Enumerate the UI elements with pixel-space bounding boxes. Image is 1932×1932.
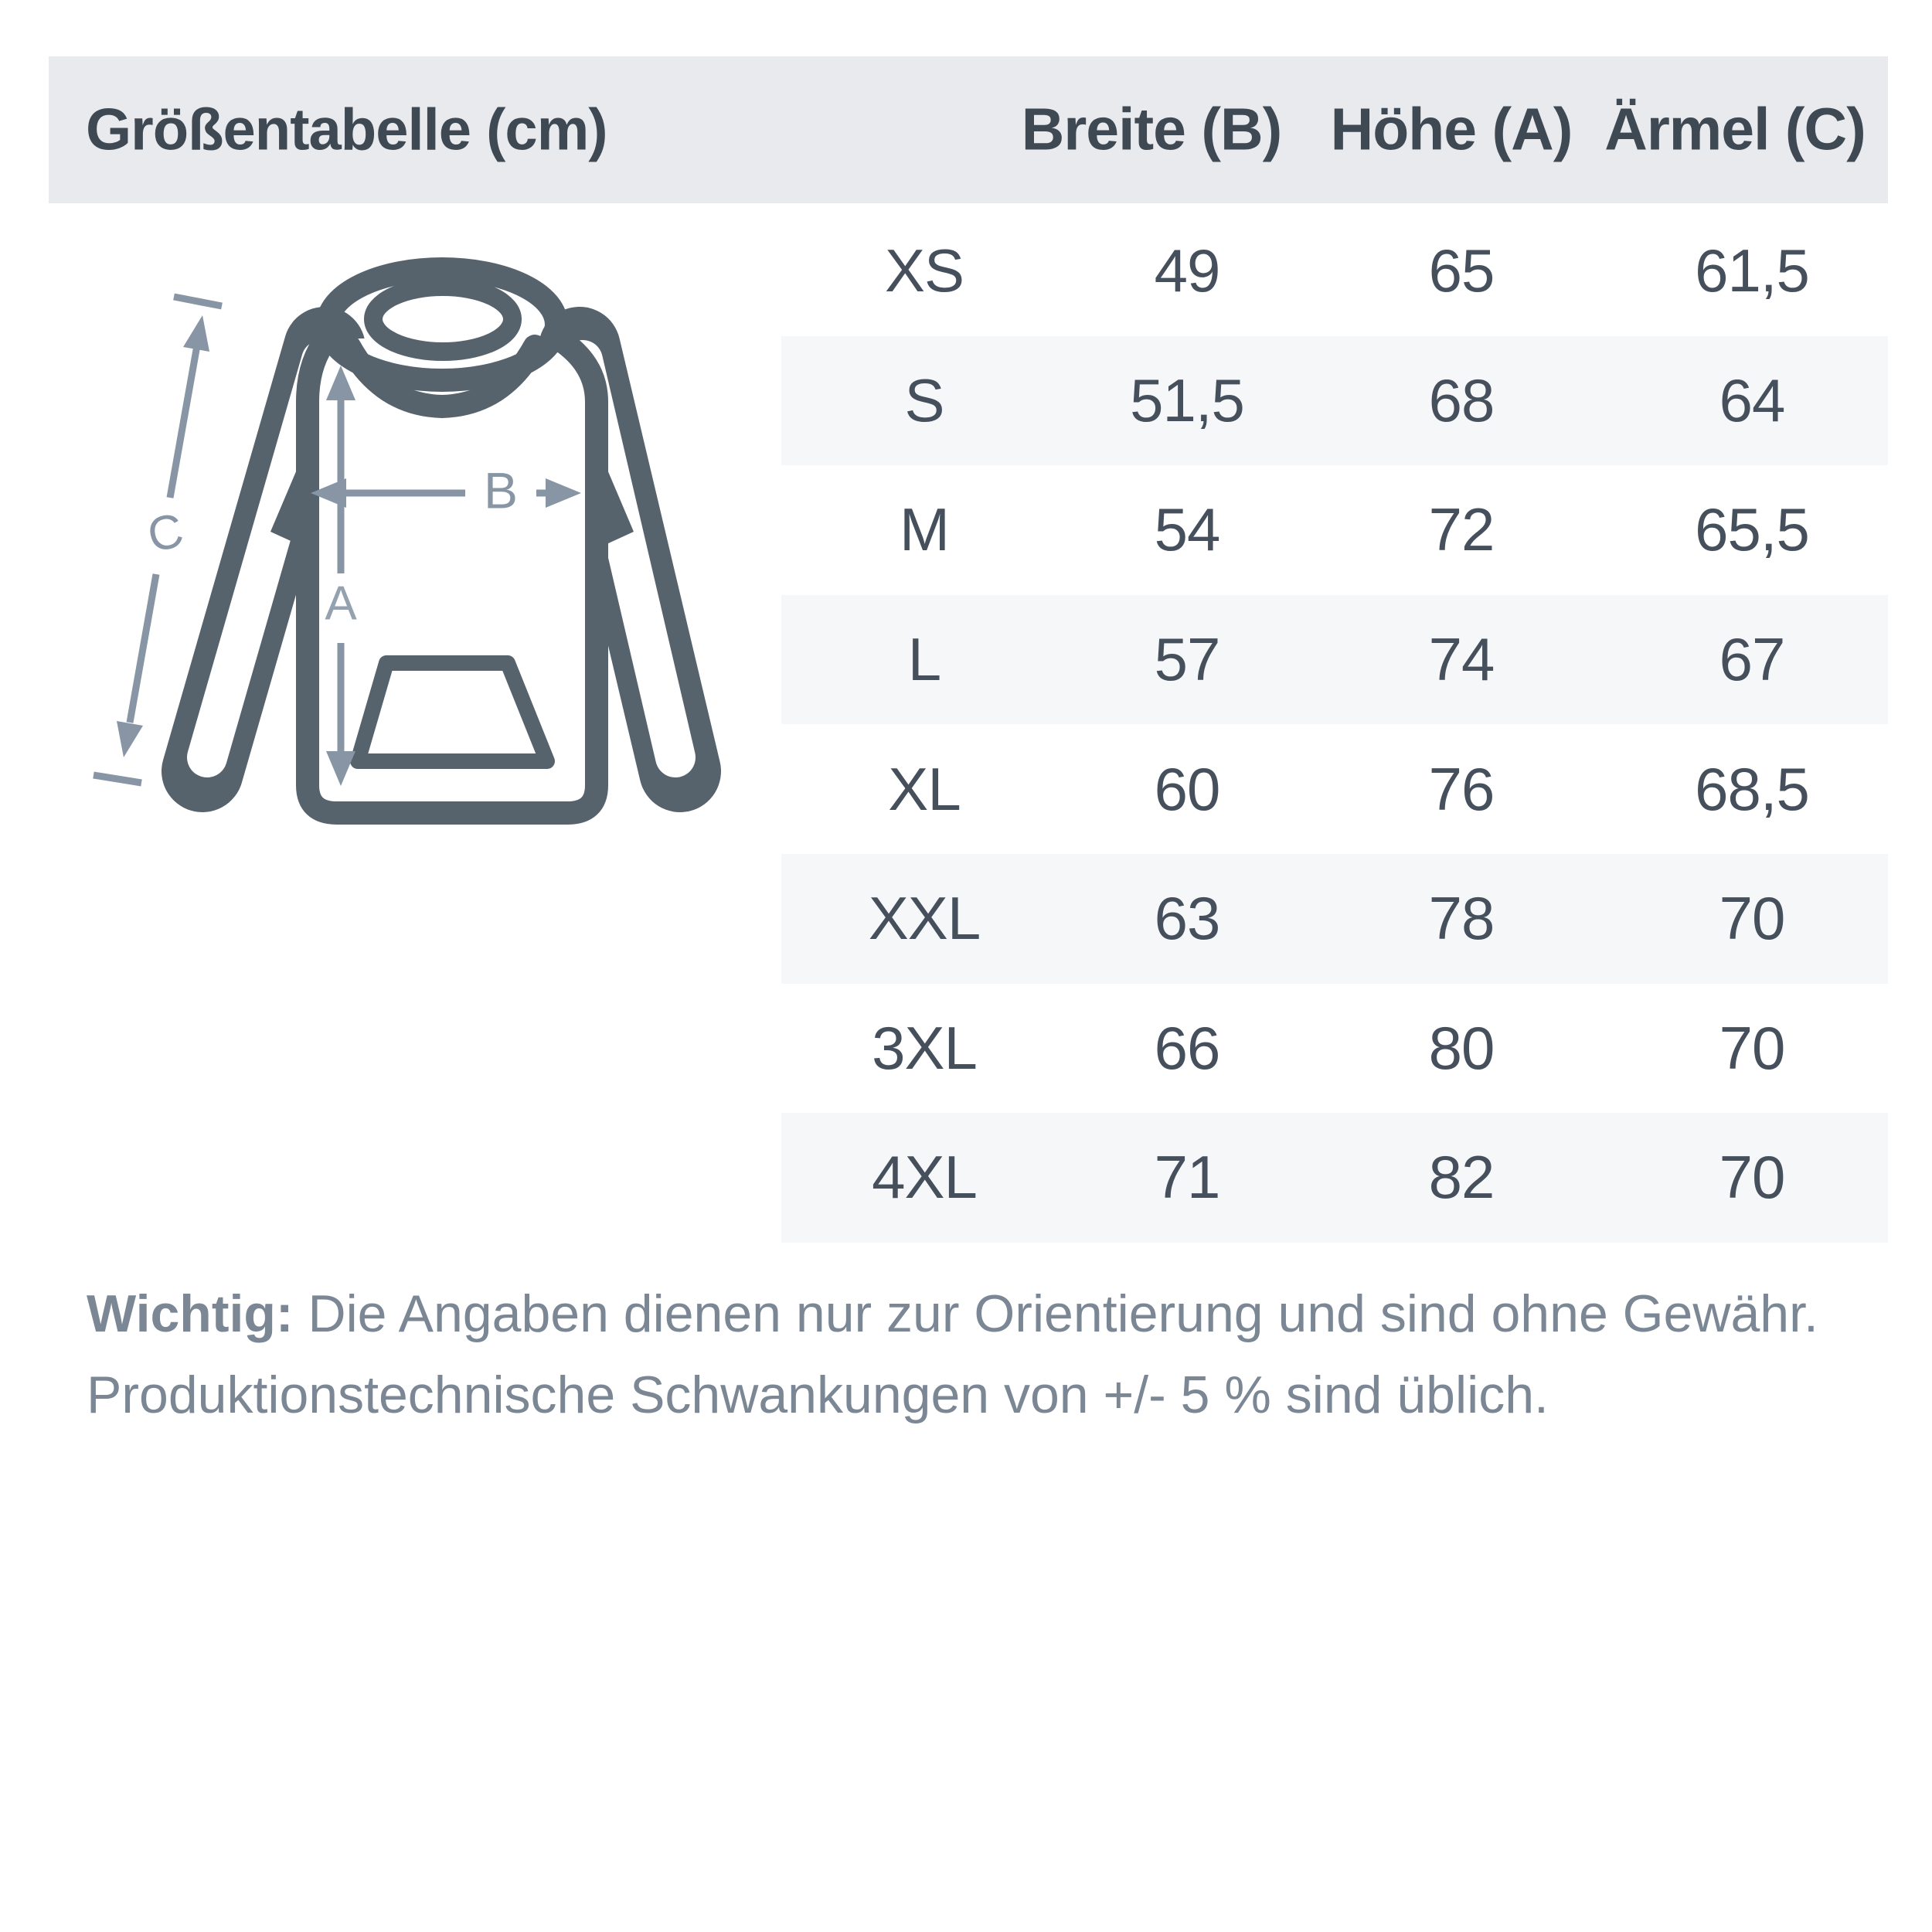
hoodie-size-diagram-icon: [46, 216, 804, 943]
aermel-value: 65,5: [1695, 495, 1809, 564]
aermel-value: 61,5: [1695, 236, 1809, 305]
table-row: [781, 336, 1888, 466]
aermel-value: 64: [1719, 366, 1785, 434]
page-title: Größentabelle (cm): [86, 97, 607, 163]
breite-value: 51,5: [1130, 366, 1244, 434]
table-row: [781, 595, 1888, 725]
breite-value: 57: [1154, 625, 1220, 694]
disclaimer-text-1: Die Angaben dienen nur zur Orientierung und sind ohne Gewähr.: [293, 1284, 1818, 1343]
size-label: 3XL: [872, 1013, 977, 1082]
hoehe-value: 76: [1428, 754, 1495, 823]
breite-value: 71: [1154, 1143, 1220, 1212]
size-label: S: [904, 366, 944, 434]
size-label: M: [900, 495, 949, 564]
size-label: 4XL: [872, 1143, 977, 1212]
breite-value: 54: [1154, 495, 1220, 564]
aermel-value: 68,5: [1695, 754, 1809, 823]
column-header-hoehe: Höhe (A): [1330, 96, 1573, 163]
hoehe-value: 65: [1428, 236, 1495, 305]
aermel-value: 70: [1719, 1013, 1785, 1082]
hoehe-value: 78: [1428, 884, 1495, 953]
hoodie-outline-icon: [202, 269, 680, 813]
aermel-value: 67: [1719, 625, 1785, 694]
table-row: [781, 206, 1888, 336]
breite-value: 60: [1154, 754, 1220, 823]
size-label: XL: [888, 754, 961, 823]
size-label: L: [907, 625, 941, 694]
size-label: XXL: [868, 884, 981, 953]
disclaimer-line-2: Produktionstechnische Schwankungen von +/- 5 % sind üblich.: [87, 1366, 1549, 1425]
disclaimer-note: [87, 1274, 1818, 1437]
breite-value: 66: [1154, 1013, 1220, 1082]
table-row: [781, 984, 1888, 1114]
hoehe-value: 68: [1428, 366, 1495, 434]
dimension-label-c: C: [143, 503, 189, 563]
breite-value: 49: [1154, 236, 1220, 305]
size-label: XS: [884, 236, 964, 305]
table-row: [781, 1113, 1888, 1243]
size-table-body: [781, 206, 1888, 1243]
table-row: [781, 465, 1888, 595]
table-header: [49, 56, 1888, 203]
breite-value: 63: [1154, 884, 1220, 953]
column-header-aermel: Ärmel (C): [1604, 96, 1866, 163]
hoehe-value: 80: [1428, 1013, 1495, 1082]
aermel-value: 70: [1719, 884, 1785, 953]
hoehe-value: 82: [1428, 1143, 1495, 1212]
column-header-breite: Breite (B): [1021, 96, 1282, 163]
hoehe-value: 74: [1428, 625, 1495, 694]
table-row: [781, 724, 1888, 854]
table-row: [781, 854, 1888, 984]
dimension-label-a: A: [325, 577, 357, 631]
disclaimer-important-label: Wichtig:: [87, 1284, 294, 1343]
aermel-value: 70: [1719, 1143, 1785, 1212]
dimension-label-b: B: [483, 461, 519, 519]
disclaimer-line-1: [87, 1274, 1818, 1355]
hoehe-value: 72: [1428, 495, 1495, 564]
